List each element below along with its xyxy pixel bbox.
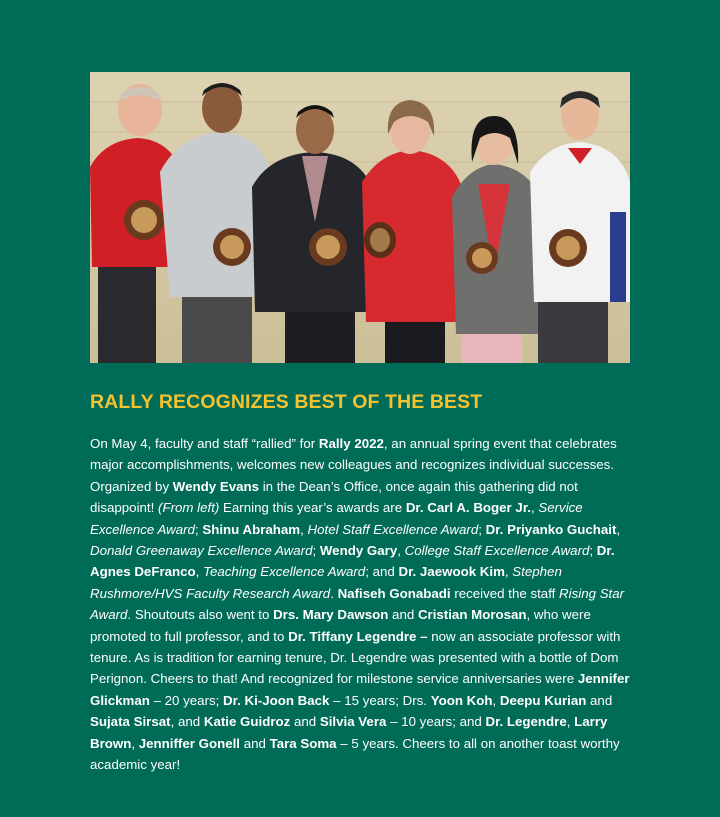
group-photo-illustration: [90, 72, 630, 363]
award-recipients-photo: [90, 72, 630, 363]
article-headline: RALLY RECOGNIZES BEST OF THE BEST: [90, 391, 483, 413]
article-body: On May 4, faculty and staff “rallied” for Rally 2022, an annual spring event that celebrates major accomplishments, welcomes new colleagues and recognizes individual successes. Organized by Wendy Evans in the Dean’s Office, once again this gathering did not disappoint! (From left) Earning this year’s awards are Dr. Carl A. Boger Jr., Service Excellence Award; Shinu Abraham, Hotel Staff Excellence Award; Dr. Priyanko Guchait, Donald Greenaway Excellence Award; Wendy Gary, College Staff Excellence Award; Dr. Agnes DeFranco, Teaching Excellence Award; and Dr. Jaewook Kim, Stephen Rushmore/HVS Faculty Research Award. Nafiseh Gonabadi received the staff Rising Star Award. Shoutouts also went to Drs. Mary Dawson and Cristian Morosan, who were promoted to full professor, and to Dr. Tiffany Legendre – now an associate professor with tenure. As is tradition for earning tenure, Dr. Legendre was presented with a bottle of Dom Perignon. Cheers to that! And recognized for milestone service anniversaries were Jennifer Glickman – 20 years; Dr. Ki-Joon Back – 15 years; Drs. Yoon Koh, Deepu Kurian and Sujata Sirsat, and Katie Guidroz and Silvia Vera – 10 years; and Dr. Legendre, Larry Brown, Jenniffer Gonell and Tara Soma – 5 years. Cheers to all on another toast worthy academic year!: [90, 436, 630, 773]
